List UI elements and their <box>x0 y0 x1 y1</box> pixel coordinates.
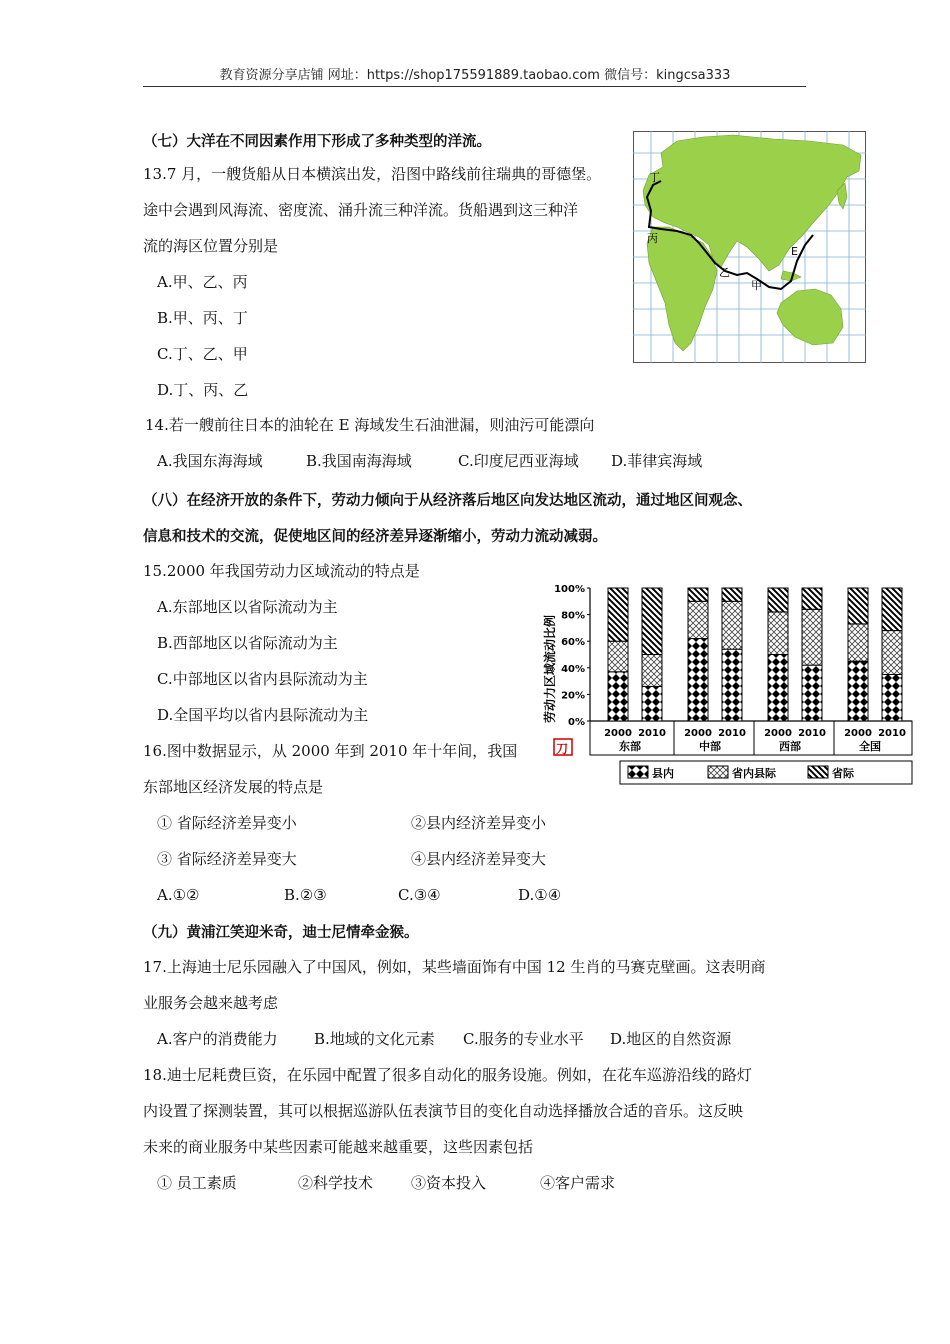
chart-bar-segment <box>642 588 662 655</box>
chart-bar-segment <box>688 601 708 638</box>
chart-x-year-label: 2010 <box>718 728 746 739</box>
q14-option-d[interactable]: D.菲律宾海域 <box>611 452 703 470</box>
section-8-title-line2: 信息和技术的交流，促使地区间的经济差异逐渐缩小，劳动力流动减弱。 <box>143 529 607 545</box>
chart-bar-segment <box>882 588 902 631</box>
map-label-e: E <box>791 245 798 258</box>
q18-item-3: ③资本投入 <box>411 1174 487 1192</box>
q16-option-d[interactable]: D.①④ <box>518 886 562 904</box>
q16-option-a[interactable]: A.①② <box>157 886 200 904</box>
chart-bar-segment <box>642 655 662 687</box>
q17-option-c[interactable]: C.服务的专业水平 <box>463 1030 584 1048</box>
q14-stem: 14.若一艘前往日本的油轮在 E 海域发生石油泄漏，则油污可能漂向 <box>145 416 595 434</box>
chart-bar-segment <box>768 655 788 722</box>
q13-option-d[interactable]: D.丁、丙、乙 <box>157 381 249 399</box>
section-7-title: （七）大洋在不同因素作用下形成了多种类型的洋流。 <box>143 134 491 150</box>
section-9-title: （九）黄浦江笑迎米奇，迪士尼情牵金猴。 <box>143 925 419 941</box>
chart-x-year-label: 2010 <box>878 728 906 739</box>
chart-bar-segment <box>882 631 902 675</box>
q16-stem-line1: 16.图中数据显示，从 2000 年到 2010 年十年间，我国 <box>143 742 518 760</box>
chart-bar-segment <box>722 649 742 721</box>
chart-x-year-label: 2010 <box>798 728 826 739</box>
q16-item-1: ① 省际经济差异变小 <box>157 814 297 832</box>
chart-bar-segment <box>802 609 822 665</box>
q13-option-c[interactable]: C.丁、乙、甲 <box>157 345 248 363</box>
chart-y-tick-label: 100% <box>554 584 585 595</box>
chart-x-group-label: 东部 <box>619 740 641 753</box>
chart-y-tick-label: 40% <box>561 663 585 675</box>
chart-y-tick-label: 60% <box>561 637 585 649</box>
chart-bar-segment <box>608 672 628 721</box>
q16-option-b[interactable]: B.②③ <box>284 886 327 904</box>
q16-item-3: ③ 省际经济差异变大 <box>157 850 297 868</box>
chart-x-group-label: 全国 <box>859 740 881 753</box>
q18-stem-line3: 未来的商业服务中某些因素可能越来越重要，这些因素包括 <box>143 1138 534 1156</box>
chart-bar-segment <box>722 601 742 649</box>
q17-option-b[interactable]: B.地域的文化元素 <box>314 1030 435 1048</box>
q18-item-4: ④客户需求 <box>540 1174 616 1192</box>
chart-bar-segment <box>802 665 822 721</box>
chart-legend-swatch <box>708 766 728 778</box>
q13-option-a[interactable]: A.甲、乙、丙 <box>157 273 248 291</box>
chart-legend-label: 省内县际 <box>732 767 776 780</box>
chart-bar-segment <box>848 661 868 721</box>
q18-item-2: ②科学技术 <box>298 1174 374 1192</box>
chart-y-axis-label: 劳动力区域流动比例 <box>543 614 557 723</box>
q15-option-d[interactable]: D.全国平均以省内县际流动为主 <box>157 706 369 724</box>
q14-option-a[interactable]: A.我国东海海域 <box>157 452 263 470</box>
q15-option-c[interactable]: C.中部地区以省内县际流动为主 <box>157 670 368 688</box>
chart-y-tick-label: 80% <box>561 610 585 622</box>
chart-bar-segment <box>802 588 822 609</box>
header-divider <box>143 86 806 87</box>
map-label-jia: 甲 <box>751 279 762 292</box>
chart-bar-segment <box>688 639 708 721</box>
section-8-title-line1: （八）在经济开放的条件下，劳动力倾向于从经济落后地区向发达地区流动，通过地区间观念、 <box>143 493 752 509</box>
q16-stem-line2: 东部地区经济发展的特点是 <box>143 778 324 796</box>
q13-stem-line1: 13.7 月，一艘货船从日本横滨出发，沿图中路线前往瑞典的哥德堡。 <box>143 165 602 183</box>
chart-bar-segment <box>848 588 868 624</box>
map-label-ding: 丁 <box>649 171 660 184</box>
chart-y-tick-label: 0% <box>568 717 585 728</box>
q14-option-c[interactable]: C.印度尼西亚海域 <box>458 452 579 470</box>
chart-legend-swatch <box>628 766 648 778</box>
route-map <box>633 131 866 363</box>
q15-option-b[interactable]: B.西部地区以省际流动为主 <box>157 634 338 652</box>
q18-stem-line1: 18.迪士尼耗费巨资，在乐园中配置了很多自动化的服务设施。例如，在花车巡游沿线的路灯 <box>143 1066 752 1084</box>
chart-x-year-label: 2000 <box>684 728 712 739</box>
chart-bar-segment <box>768 588 788 612</box>
chart-bar-segment <box>768 612 788 655</box>
chart-bar-segment <box>688 588 708 601</box>
chart-legend-label: 省际 <box>832 767 854 780</box>
chart-legend-swatch <box>808 766 828 778</box>
q17-stem-line2: 业服务会越来越考虑 <box>143 994 279 1012</box>
chart-legend-label: 县内 <box>652 767 674 780</box>
q13-option-b[interactable]: B.甲、丙、丁 <box>157 309 248 327</box>
chart-x-year-label: 2010 <box>638 728 666 739</box>
chart-x-year-label: 2000 <box>844 728 872 739</box>
page-header: 教育资源分享店铺 网址：https://shop175591889.taobao.com 微信号：kingcsa333 <box>219 68 731 83</box>
chart-x-year-label: 2000 <box>604 728 632 739</box>
q13-stem-line2: 途中会遇到风海流、密度流、涌升流三种洋流。货船遇到这三种洋 <box>143 201 579 219</box>
q13-stem-line3: 流的海区位置分别是 <box>143 237 279 255</box>
q17-option-d[interactable]: D.地区的自然资源 <box>610 1030 732 1048</box>
q17-option-a[interactable]: A.客户的消费能力 <box>157 1030 278 1048</box>
chart-bar-segment <box>608 641 628 672</box>
chart-bar-segment <box>722 588 742 601</box>
q15-option-a[interactable]: A.东部地区以省际流动为主 <box>157 598 338 616</box>
labor-flow-chart <box>540 578 916 788</box>
chart-bar-segment <box>608 588 628 641</box>
chart-bar-segment <box>642 686 662 721</box>
chart-bar-segment <box>882 674 902 721</box>
map-label-bing: 丙 <box>647 232 658 245</box>
q17-stem-line1: 17.上海迪士尼乐园融入了中国风，例如，某些墙面饰有中国 12 生肖的马赛克壁画。这表明商 <box>143 958 766 976</box>
q16-item-2: ②县内经济差异变小 <box>411 814 547 832</box>
q18-stem-line2: 内设置了探测装置，其可以根据巡游队伍表演节目的变化自动选择播放合适的音乐。这反映 <box>143 1102 744 1120</box>
chart-corner-mark: 刀 <box>556 742 569 756</box>
q18-item-1: ① 员工素质 <box>157 1174 237 1192</box>
q15-stem: 15.2000 年我国劳动力区域流动的特点是 <box>143 562 420 580</box>
chart-x-year-label: 2000 <box>764 728 792 739</box>
q14-option-b[interactable]: B.我国南海海域 <box>306 452 412 470</box>
q16-item-4: ④县内经济差异变大 <box>411 850 547 868</box>
chart-bar-segment <box>848 624 868 661</box>
q16-option-c[interactable]: C.③④ <box>398 886 441 904</box>
chart-x-group-label: 西部 <box>779 740 801 753</box>
chart-y-tick-label: 20% <box>561 690 585 702</box>
map-label-yi: 乙 <box>719 266 730 279</box>
chart-x-group-label: 中部 <box>699 740 721 753</box>
